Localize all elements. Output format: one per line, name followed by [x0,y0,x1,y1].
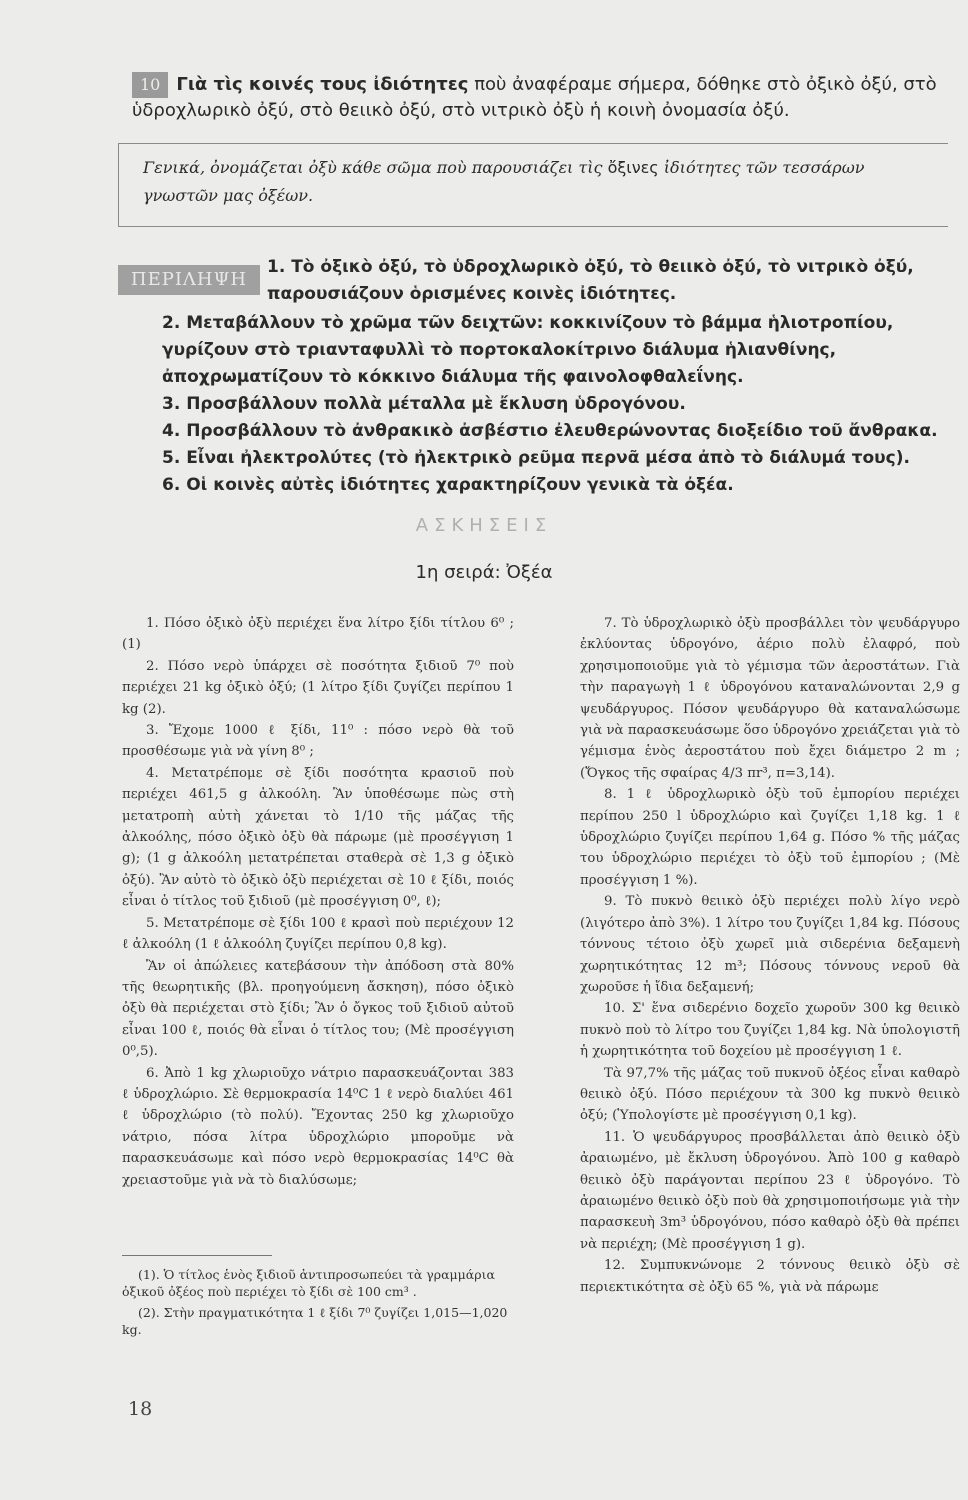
summary-item: 1. Τὸ ὀξικὸ ὀξύ, τὸ ὑδροχλωρικὸ ὀξύ, τὸ θειικὸ ὀξύ, τὸ νιτρικὸ ὀξύ, παρουσιάζουν ὁρισμένες κοινὲς ἰδιότητες. [267,257,914,304]
summary-item: 3. Προσβάλλουν πολλὰ μέταλλα μὲ ἔκλυση ὑδρογόνου. [162,394,686,414]
section-number: 10 [132,72,168,98]
exercise-paragraph: 8. 1 ℓ ὑδροχλωρικὸ ὀξὺ τοῦ ἐμπορίου περιέχει περίπου 250 l ὑδροχλώριο καὶ ζυγίζει 1,18 kg. 1 ℓ ὑδροχλώριο ζυγίζει περίπου 1,64 g. Πόσο % τῆς μάζας του ὑδροχλώριο περιέχει τὸ ὀξὺ τοῦ ἐμπορίου ; (Μὲ προσέγγιση 1 %). [580,787,960,888]
summary-item: 6. Οἱ κοινὲς αὐτὲς ἰδιότητες χαρακτηρίζουν γενικὰ τὰ ὀξέα. [162,475,734,495]
exercise-paragraph: 2. Πόσο νερὸ ὑπάρχει σὲ ποσότητα ξιδιοῦ 7⁰ ποὺ περιέχει 21 kg ὀξικὸ ὀξύ; (1 λίτρο ξίδι ζυγίζει περίπου 1 kg (2). [122,658,514,717]
definition-text-2: ἰδιότητες τῶν τεσσάρων γνωστῶν μας ὀξέων. [143,158,865,205]
intro-paragraph [132,72,947,124]
exercise-paragraph: 6. Ἀπὸ 1 kg χλωριοῦχο νάτριο παρασκευάζονται 383 ℓ ὑδροχλώριο. Σὲ θερμοκρασία 14⁰C 1 ℓ νερὸ διαλύει 461 ℓ ὑδροχλώριο (τὸ πολύ). Ἔχοντας 250 kg χλωριοῦχο νάτριο, πόσα λίτρα ὑδροχλώριο μποροῦμε νὰ παρασκευάσωμε καὶ πόσο νερὸ θερμοκρασίας 14⁰C θὰ χρειαστοῦμε γιὰ νὰ τὸ διαλύσωμε; [122,1065,514,1188]
exercise-paragraph: Ἂν οἱ ἀπώλειες κατεβάσουν τὴν ἀπόδοση στὰ 80% τῆς θεωρητικῆς (βλ. προηγούμενη ἄσκηση), πόσο ὀξικὸ ὀξὺ θὰ περιέχεται στὸ ξίδι; Ἂν ὁ ὄγκος τοῦ ξιδιοῦ αὐτοῦ εἶναι 100 ℓ, ποιός θὰ εἶναι ὁ τίτλος του; (Μὲ προσέγγιση 0⁰,5). [122,958,514,1060]
definition-box [118,143,948,227]
footnote: (1). Ὁ τίτλος ἑνὸς ξιδιοῦ ἀντιπροσωπεύει τὰ γραμμάρια ὀξικοῦ ὀξέος ποὺ περιέχει τὸ ξίδι σὲ 100 cm³ . [122,1267,495,1299]
exercise-paragraph: 12. Συμπυκνώνομε 2 τόννους θειικὸ ὀξὺ σὲ περιεκτικότητα σὲ ὀξὺ 65 %, γιὰ νὰ πάρωμε [580,1258,960,1295]
exercise-paragraph: 10. Σ' ἕνα σιδερένιο δοχεῖο χωροῦν 300 kg θειικὸ πυκνὸ ποὺ τὸ λίτρο του ζυγίζει 1,84 kg. Νὰ ὑπολογιστῆ ἡ χωρητικότητα τοῦ δοχείου μὲ προσέγγιση 1 ℓ. [580,1001,960,1060]
page-number: 18 [128,1398,153,1420]
definition-highlight: ὄξινες [607,158,659,177]
intro-text: ποὺ ἀναφέραμε σήμερα, δόθηκε στὸ ὀξικὸ ὀξύ, στὸ ὑδροχλωρικὸ ὀξύ, στὸ θειικὸ ὀξύ, στὸ νιτρικὸ ὀξὺ ἡ κοινὴ ὀνομασία ὀξύ. [132,74,937,121]
exercise-paragraph: 5. Μετατρέπομε σὲ ξίδι 100 ℓ κρασὶ ποὺ περιέχουν 12 ℓ ἀλκοόλη (1 ℓ ἀλκοόλη ζυγίζει περίπου 0,8 kg). [122,915,514,953]
exercise-paragraph: 9. Τὸ πυκνὸ θειικὸ ὀξὺ περιέχει πολὺ λίγο νερὸ (λιγότερο ἀπὸ 3%). 1 λίτρο του ζυγίζει 1,84 kg. Πόσους τόννους τέτοιο ὀξὺ χωρεῖ μιὰ σιδερένια δεξαμενὴ χωρητικότητας 12 m³; Πόσους τόννους νεροῦ θὰ χωροῦσε ἡ ἴδια δεξαμενή; [580,894,960,995]
exercises-title: ΑΣΚΗΣΕΙΣ [415,515,553,536]
exercises-left-column [122,613,514,1191]
intro-bold-text: Γιὰ τὶς κοινές τους ἰδιότητες [176,74,469,95]
footnotes [122,1266,514,1342]
exercise-paragraph: Τὰ 97,7% τῆς μάζας τοῦ πυκνοῦ ὀξέος εἶναι καθαρὸ θειικὸ ὀξύ. Πόσο περιέχουν τὰ 300 kg πυκνὸ θειικὸ ὀξύ; (Ὑπολογίστε μὲ προσέγγιση 0,1 kg). [580,1065,960,1124]
exercise-paragraph: 7. Τὸ ὑδροχλωρικὸ ὀξὺ προσβάλλει τὸν ψευδάργυρο ἐκλύοντας ὑδρογόνο, ἀέριο πολὺ ἐλαφρό, ποὺ χρησιμοποιοῦμε γιὰ τὸ γέμισμα τῶν ἀεροστάτων. Γιὰ τὴν παραγωγὴ 1 ℓ ὑδρογόνου καταναλώνονται 2,9 g ψευδάργυρος. Πόσον ψευδάργυρο θὰ καταναλώσωμε γιὰ νὰ παρασκευάσωμε ὅσο ὑδρογόνο χρειάζεται γιὰ τὸ γέμισμα ἑνὸς ἀεροστάτου ποὺ ἔχει διάμετρο 2 m ; (Ὄγκος τῆς σφαίρας 4/3 πr³, π=3,14). [580,616,960,781]
footnote-divider [122,1255,272,1256]
exercise-paragraph: 4. Μετατρέπομε σὲ ξίδι ποσότητα κρασιοῦ ποὺ περιέχει 461,5 g ἀλκοόλη. Ἂν ὑποθέσωμε πὼς στὴ μετατροπὴ αὐτὴ χάνεται τὸ 1/10 τῆς μάζας τῆς ἀλκοόλης, πόσο ὀξικὸ ὀξὺ θὰ πάρωμε (μὲ προσέγγιση 1 g); (1 g ἀλκοόλη μετατρέπεται σταθερὰ σὲ 1,3 g ὀξικὸ ὀξύ). Ἂν αὐτὸ τὸ ὀξικὸ ὀξὺ περιέχεται σὲ 10 ℓ ξίδι, ποιός εἶναι ὁ τίτλος τοῦ ξιδιοῦ (μὲ προσέγγιση 0⁰, ℓ); [122,765,514,910]
summary-item: 4. Προσβάλλουν τὸ ἀνθρακικὸ ἀσβέστιο ἐλευθερώνοντας διοξείδιο τοῦ ἄνθρακα. [162,421,938,441]
series-title: 1η σειρά: Ὀξέα [415,562,553,583]
definition-text-1: Γενικά, ὀνομάζεται ὀξὺ κάθε σῶμα ποὺ παρουσιάζει τὶς [143,158,608,177]
summary-item: 2. Μεταβάλλουν τὸ χρῶμα τῶν δειχτῶν: κοκκινίζουν τὸ βάμμα ἡλιοτροπίου, γυρίζουν στὸ τριανταφυλλὶ τὸ πορτοκαλοκίτρινο διάλυμα ἡλιανθίνης, ἀποχρωματίζουν τὸ κόκκινο διάλυμα τῆς φαινολοφθαλεΐνης. [162,313,894,387]
summary-tag: ΠΕΡΙΛΗΨΗ [118,265,260,295]
exercise-paragraph: 11. Ὁ ψευδάργυρος προσβάλλεται ἀπὸ θειικὸ ὀξὺ ἀραιωμένο, μὲ ἔκλυση ὑδρογόνου. Ἀπὸ 100 g καθαρὸ θειικὸ ὀξὺ παράγονται περίπου 23 ℓ ὑδρογόνο. Τὸ ἀραιωμένο θειικὸ ὀξὺ ποὺ θὰ χρησιμοποιήσωμε γιὰ τὴν παρασκευὴ 3m³ ὑδρογόνου, πόσο καθαρὸ ὀξὺ θὰ πρέπει νὰ περιέχη; (Μὲ προσέγγιση 1 g). [580,1129,960,1252]
summary-item: 5. Εἶναι ἠλεκτρολύτες (τὸ ἠλεκτρικὸ ρεῦμα περνᾶ μέσα ἀπὸ τὸ διάλυμά τους). [162,448,910,468]
footnote: (2). Στὴν πραγματικότητα 1 ℓ ξίδι 7⁰ ζυγίζει 1,015—1,020 kg. [122,1305,508,1337]
exercises-right-column [580,613,960,1298]
exercise-paragraph: 3. Ἔχομε 1000 ℓ ξίδι, 11⁰ : πόσο νερὸ θὰ τοῦ προσθέσωμε γιὰ νὰ γίνη 8⁰ ; [122,723,514,760]
summary-list [132,254,950,499]
exercise-paragraph: 1. Πόσο ὀξικὸ ὀξὺ περιέχει ἕνα λίτρο ξίδι τίτλου 6⁰ ; (1) [122,616,514,653]
